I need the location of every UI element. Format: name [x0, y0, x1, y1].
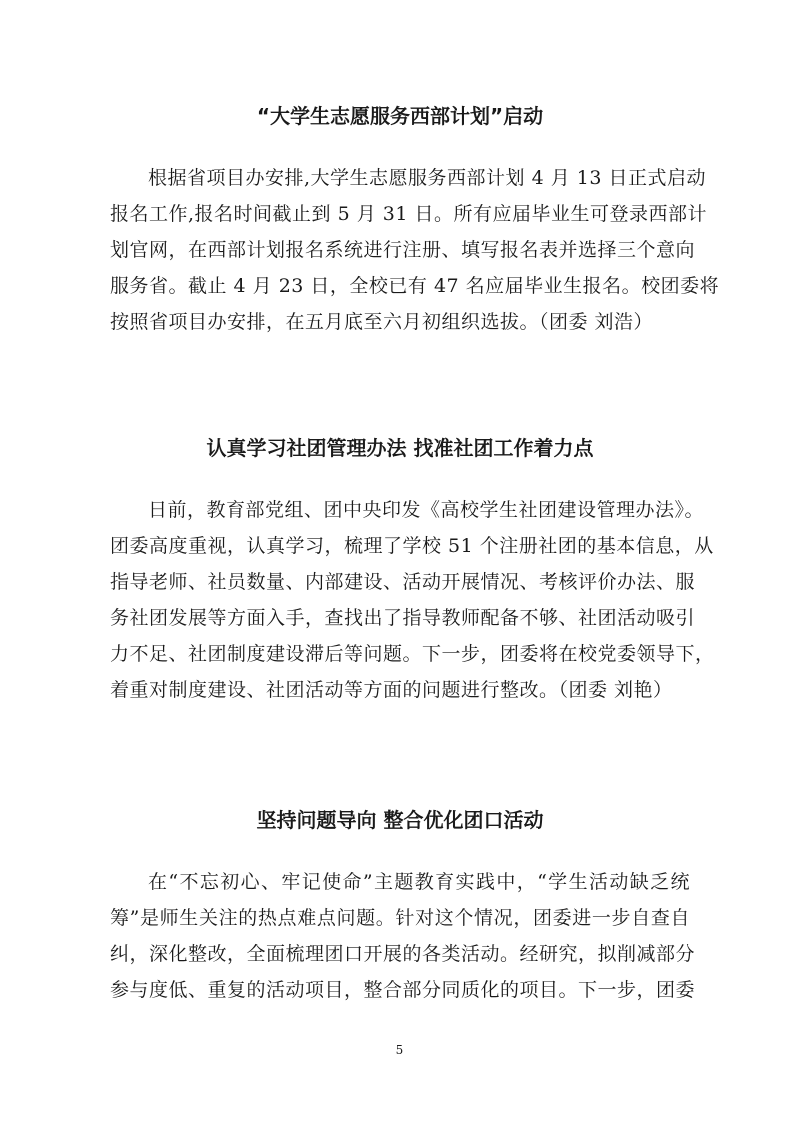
paragraph-line: 按照省项目办安排，在五月底至六月初组织选拔。（团委 刘浩） [110, 311, 654, 333]
section-title-club-management: 认真学习社团管理办法 找准社团工作着力点 [206, 436, 594, 460]
section-body-league-activities [110, 864, 696, 1008]
paragraph-line: 纠，深化整改，全面梳理团口开展的各类活动。经研究，拟削减部分 [110, 943, 696, 965]
paragraph-line: 根据省项目办安排,大学生志愿服务西部计划 4 月 13 日正式启动 [148, 167, 706, 189]
page-number: 5 [395, 1043, 404, 1057]
paragraph-line: 日前，教育部党组、团中央印发《高校学生社团建设管理办法》。 [148, 499, 705, 521]
section-title-western-plan: “大学生志愿服务西部计划”启动 [256, 104, 544, 128]
paragraph-line: 指导老师、社员数量、内部建设、活动开展情况、考核评价办法、服 [110, 571, 696, 593]
paragraph-line: 务社团发展等方面入手，查找出了指导教师配备不够、社团活动吸引 [110, 607, 696, 629]
paragraph-line: 着重对制度建设、社团活动等方面的问题进行整改。（团委 刘艳） [110, 679, 673, 701]
section-body-western-plan [110, 160, 720, 340]
paragraph-line: 报名工作,报名时间截止到 5 月 31 日。所有应届毕业生可登录西部计 [110, 203, 707, 225]
paragraph-line: 划官网，在西部计划报名系统进行注册、填写报名表并选择三个意向 [110, 239, 696, 261]
section-body-club-management [110, 492, 715, 708]
paragraph-line: 参与度低、重复的活动项目，整合部分同质化的项目。下一步，团委 [110, 979, 696, 1001]
paragraph-line: 在“不忘初心、牢记使命”主题教育实践中，“学生活动缺乏统 [148, 871, 690, 893]
paragraph-line: 力不足、社团制度建设滞后等问题。下一步，团委将在校党委领导下， [110, 643, 715, 665]
paragraph-line: 团委高度重视，认真学习，梳理了学校 51 个注册社团的基本信息，从 [110, 535, 714, 557]
paragraph-line: 筹”是师生关注的热点难点问题。针对这个情况，团委进一步自查自 [110, 907, 690, 929]
paragraph-line: 服务省。截止 4 月 23 日，全校已有 47 名应届毕业生报名。校团委将 [110, 275, 720, 297]
section-title-league-activities: 坚持问题导向 整合优化团口活动 [256, 808, 544, 832]
